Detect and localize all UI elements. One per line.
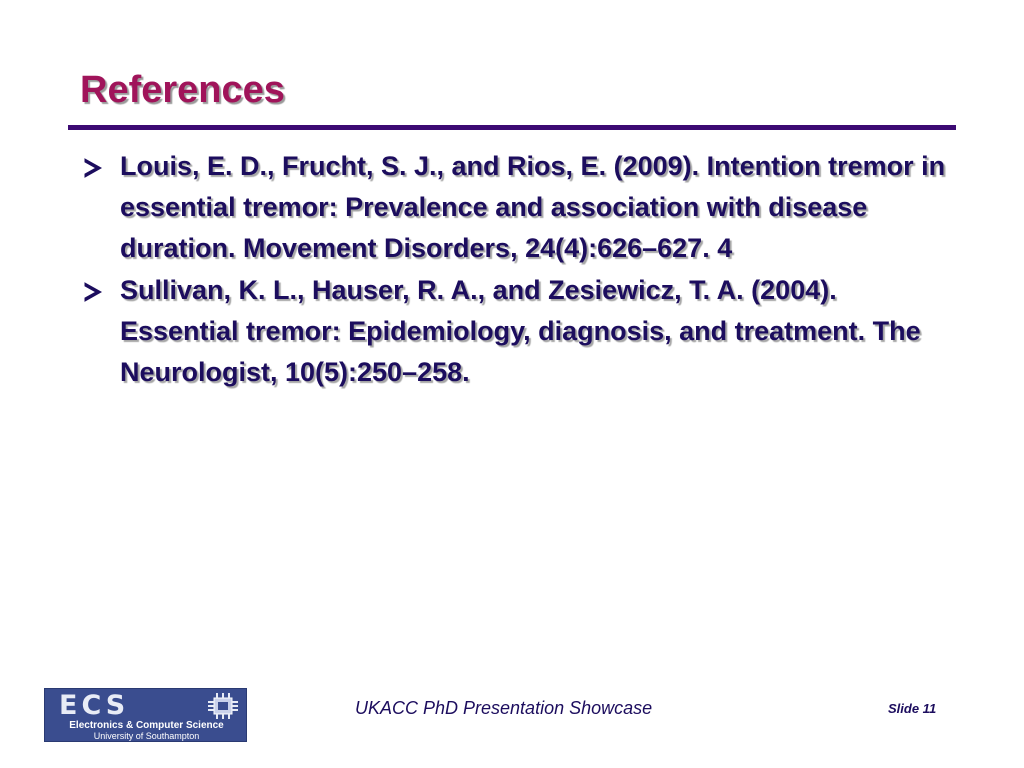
title-divider bbox=[68, 125, 956, 130]
logo-letters: ECS bbox=[59, 690, 130, 721]
arrow-bullet-icon bbox=[82, 157, 104, 179]
logo-university: University of Southampton bbox=[93, 731, 200, 741]
chip-icon bbox=[207, 693, 239, 719]
slide-number: Slide 11 bbox=[888, 701, 937, 716]
arrow-bullet-icon bbox=[82, 281, 104, 303]
reference-text: Louis, E. D., Frucht, S. J., and Rios, E. (2009). Intention tremor in essential tremor: Prevalence and association with disease duration. Movement Disorders, 24(4):626–627. 4 bbox=[120, 151, 946, 263]
presentation-footer: UKACC PhD Presentation Showcase bbox=[355, 698, 653, 718]
slide-title: References bbox=[80, 69, 285, 111]
reference-list bbox=[82, 146, 952, 393]
reference-item bbox=[82, 270, 952, 393]
reference-item bbox=[82, 146, 952, 269]
logo-department: Electronics & Computer Science bbox=[69, 720, 224, 731]
reference-text: Sullivan, K. L., Hauser, R. A., and Zesiewicz, T. A. (2004). Essential tremor: Epidemiology, diagnosis, and treatment. The Neurologist, 10(5):250–258. bbox=[120, 275, 921, 387]
ecs-logo bbox=[44, 688, 247, 742]
